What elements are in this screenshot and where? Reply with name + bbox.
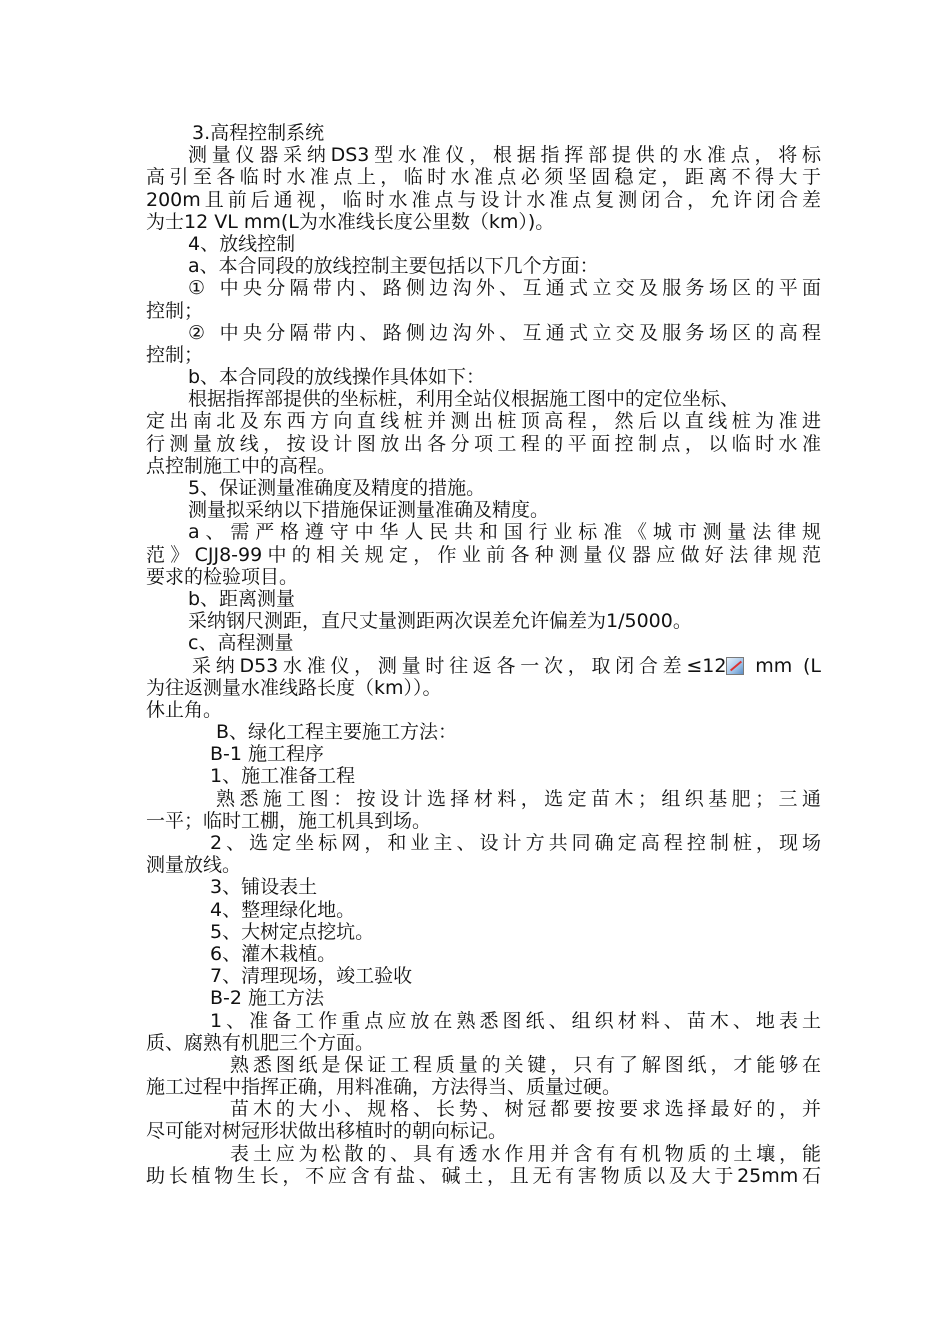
text-line: 定出南北及东西方向直线桩并测出桩顶高程，然后以直线桩为准进 (146, 410, 821, 433)
text-line: 熟悉图纸是保证工程质量的关键，只有了解图纸，才能够在 (230, 1053, 821, 1076)
document-body (146, 122, 821, 1187)
text-line: b、距离测量 (188, 587, 296, 610)
text-line: c、高程测量 (188, 632, 294, 655)
text-line: 一平；临时工棚，施工机具到场。 (146, 809, 432, 832)
text-line: 行测量放线，按设计图放出各分项工程的平面控制点，以临时水准 (146, 432, 821, 455)
formula-line-before: 采纳D53水准仪，测量时往返各一次，取闭合差≤12 (192, 654, 727, 677)
text-line: ② 中央分隔带内、路侧边沟外、互通式立交及服务场区的高程 (188, 321, 821, 344)
text-line: 2、选定坐标网，和业主、设计方共同确定高程控制桩，现场 (210, 832, 821, 854)
text-line: 苗木的大小、规格、长势、树冠都要按要求选择最好的，并 (230, 1098, 821, 1121)
formula-image-icon (726, 657, 744, 675)
text-line: 3.高程控制系统 (192, 122, 325, 144)
text-line: 为士12 VL mm(L为水准线长度公里数（km）)。 (146, 210, 555, 233)
text-line: 测量放线。 (146, 854, 242, 877)
text-line: B-2 施工方法 (210, 987, 325, 1010)
text-line: 范》CJJ8-99中的相关规定，作业前各种测量仪器应做好法律规范 (146, 543, 821, 566)
text-line: 200m且前后通视，临时水准点与设计水准点复测闭合，允许闭合差 (146, 188, 821, 211)
text-line: 6、灌木栽植。 (210, 942, 337, 965)
text-line: 5、大树定点挖坑。 (210, 920, 375, 943)
text-line: 要求的检验项目。 (146, 565, 299, 588)
text-line: B-1 施工程序 (210, 743, 325, 766)
text-line: 7、清理现场，竣工验收 (210, 965, 413, 988)
text-line: 点控制施工中的高程。 (146, 454, 337, 477)
text-line: 1、施工准备工程 (210, 765, 356, 788)
text-line: B、绿化工程主要施工方法： (216, 721, 458, 744)
text-line: 助长植物生长，不应含有盐、碱土，且无有害物质以及大于25mm石 (146, 1164, 821, 1187)
text-line: b、本合同段的放线操作具体如下： (188, 366, 486, 389)
formula-line-after: mm (L (744, 654, 821, 677)
text-line: 高引至各临时水准点上，临时水准点必须坚固稳定，距离不得大于 (146, 166, 821, 189)
text-line: 表土应为松散的、具有透水作用并含有有机物质的土壤，能 (230, 1142, 821, 1165)
text-line: 根据指挥部提供的坐标桩，利用全站仪根据施工图中的定位坐标、 (188, 388, 740, 411)
text-line: 4、放线控制 (188, 232, 296, 255)
text-line: a、需严格遵守中华人民共和国行业标准《城市测量法律规 (188, 521, 821, 544)
text-line: 尽可能对树冠形状做出移植时的朝向标记。 (146, 1120, 508, 1143)
text-line: 测量仪器采纳DS3型水准仪，根据指挥部提供的水准点，将标 (188, 144, 821, 167)
text-line: a、本合同段的放线控制主要包括以下几个方面： (188, 255, 599, 278)
text-line: 施工过程中指挥正确，用料准确，方法得当、质量过硬。 (146, 1076, 622, 1099)
text-line: 测量拟采纳以下措施保证测量准确及精度。 (188, 499, 550, 522)
text-line: 控制； (146, 299, 204, 322)
text-line: 3、铺设表土 (210, 876, 318, 899)
text-line (146, 655, 821, 677)
text-line: 质、腐熟有机肥三个方面。 (146, 1031, 375, 1054)
text-line: 采纳钢尺测距，直尺丈量测距两次误差允许偏差为1/5000。 (188, 610, 692, 633)
text-line: 控制； (146, 343, 204, 366)
text-line: 5、保证测量准确度及精度的措施。 (188, 477, 486, 499)
text-line: 4、整理绿化地。 (210, 898, 356, 921)
text-line: ① 中央分隔带内、路侧边沟外、互通式立交及服务场区的平面 (188, 277, 821, 300)
text-line: 休止角。 (146, 698, 223, 721)
text-line: 1、准备工作重点应放在熟悉图纸、组织材料、苗木、地表土 (210, 1009, 821, 1032)
text-line: 熟悉施工图：按设计选择材料，选定苗木；组织基肥；三通 (216, 787, 821, 810)
text-line: 为往返测量水准线路长度（km））。 (146, 676, 442, 699)
